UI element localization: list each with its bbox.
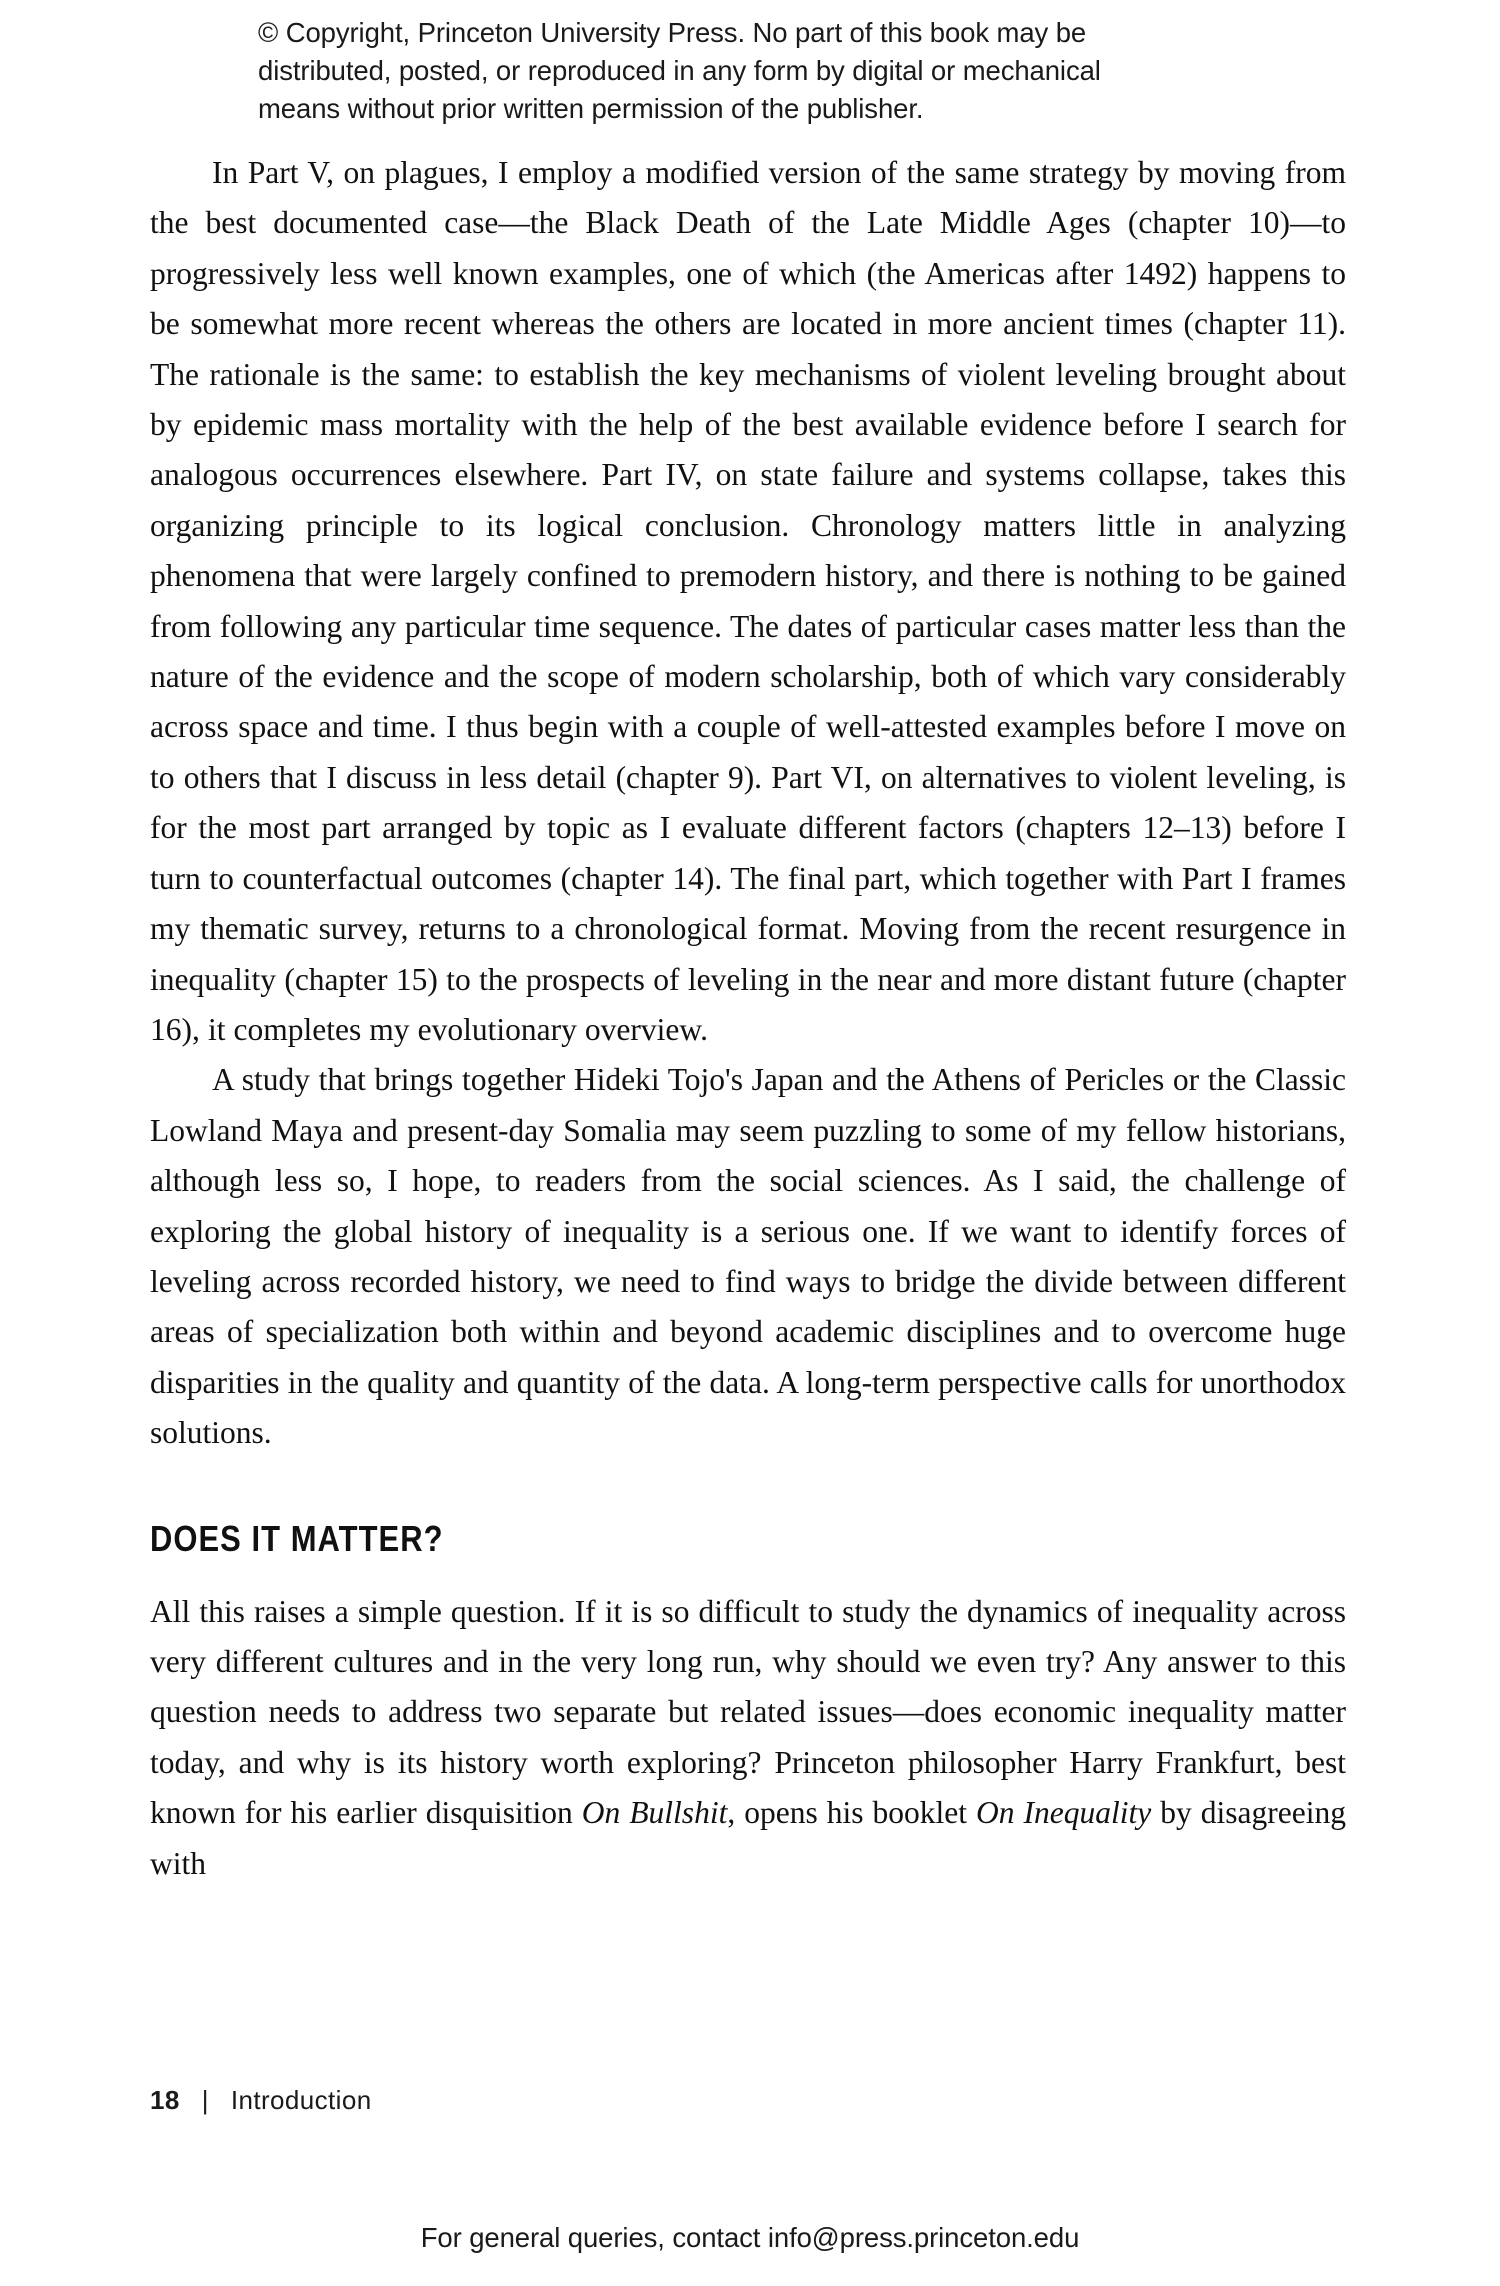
queries-notice: For general queries, contact info@press.princeton.edu [420, 2222, 1080, 2253]
copyright-line-1: © Copyright, Princeton University Press. No part of this book may be [258, 17, 1087, 48]
section-heading-wrap [150, 1517, 1346, 1561]
copyright-line-2: distributed, posted, or reproduced in any form by digital or mechanical [258, 55, 1101, 86]
running-footer [150, 2083, 372, 2117]
text-column [150, 148, 1346, 1889]
footer-separator: | [201, 2085, 209, 2115]
body-paragraph-1: In Part V, on plagues, I employ a modified version of the same strategy by moving from the best documented case—the Black Death of the Late Middle Ages (chapter 10)—to progressively less well known examples, one of which (the Americas after 1492) happens to be somewhat more recent whereas the others are located in more ancient times (chapter 11). The rationale is the same: to establish the key mechanisms of violent leveling brought about by epidemic mass mortality with the help of the best available evidence before I search for analogous occurrences elsewhere. Part IV, on state failure and systems collapse, takes this organizing principle to its logical conclusion. Chronology matters little in analyzing phenomena that were largely confined to premodern history, and there is nothing to be gained from following any particular time sequence. The dates of particular cases matter less than the nature of the evidence and the scope of modern scholarship, both of which vary considerably across space and time. I thus begin with a couple of well-attested examples before I move on to others that I discuss in less detail (chapter 9). Part VI, on alternatives to violent leveling, is for the most part arranged by topic as I evaluate different factors (chapters 12–13) before I turn to counterfactual outcomes (chapter 14). The final part, which together with Part I frames my thematic survey, returns to a chronological format. Moving from the recent resurgence in inequality (chapter 15) to the prospects of leveling in the near and more distant future (chapter 16), it completes my evolutionary overview. [150, 155, 1346, 1047]
paragraph-3-segment-1: All this raises a simple question. If it is so difficult to study the dynamics of inequality across very different cultures and in the very long run, why should we even try? Any answer to this question needs to address two separate but related issues—does economic inequality matter today, and why is its history worth exploring? Princeton philosopher Harry Frankfurt, best known for his earlier disquisition [150, 1593, 1346, 1831]
copyright-notice [258, 14, 1258, 128]
section-heading-does-it-matter: DOES IT MATTER? [150, 1517, 444, 1559]
body-paragraph-2: A study that brings together Hideki Tojo's Japan and the Athens of Pericles or the Classic Lowland Maya and present-day Somalia may seem puzzling to some of my fellow historians, although less so, I hope, to readers from the social sciences. As I said, the challenge of exploring the global history of inequality is a serious one. If we want to identify forces of leveling across recorded history, we need to find ways to bridge the divide between different areas of specialization both within and beyond academic disciplines and to overcome huge disparities in the quality and quantity of the data. A long-term perspective calls for unorthodox solutions. [150, 1062, 1346, 1451]
paragraph-3-segment-3: by disagreeing with [150, 1795, 1346, 1881]
book-title-on-inequality: On Inequality [976, 1795, 1152, 1831]
page-number: 18 [150, 2085, 180, 2115]
body-paragraph-3 [150, 1587, 1346, 1889]
footer-chapter-name: Introduction [230, 2085, 372, 2115]
copyright-line-3: means without prior written permission of the publisher. [258, 93, 924, 124]
paragraph-3-segment-2: , opens his booklet [727, 1795, 977, 1831]
book-title-on-bullshit: On Bullshit [581, 1795, 728, 1831]
